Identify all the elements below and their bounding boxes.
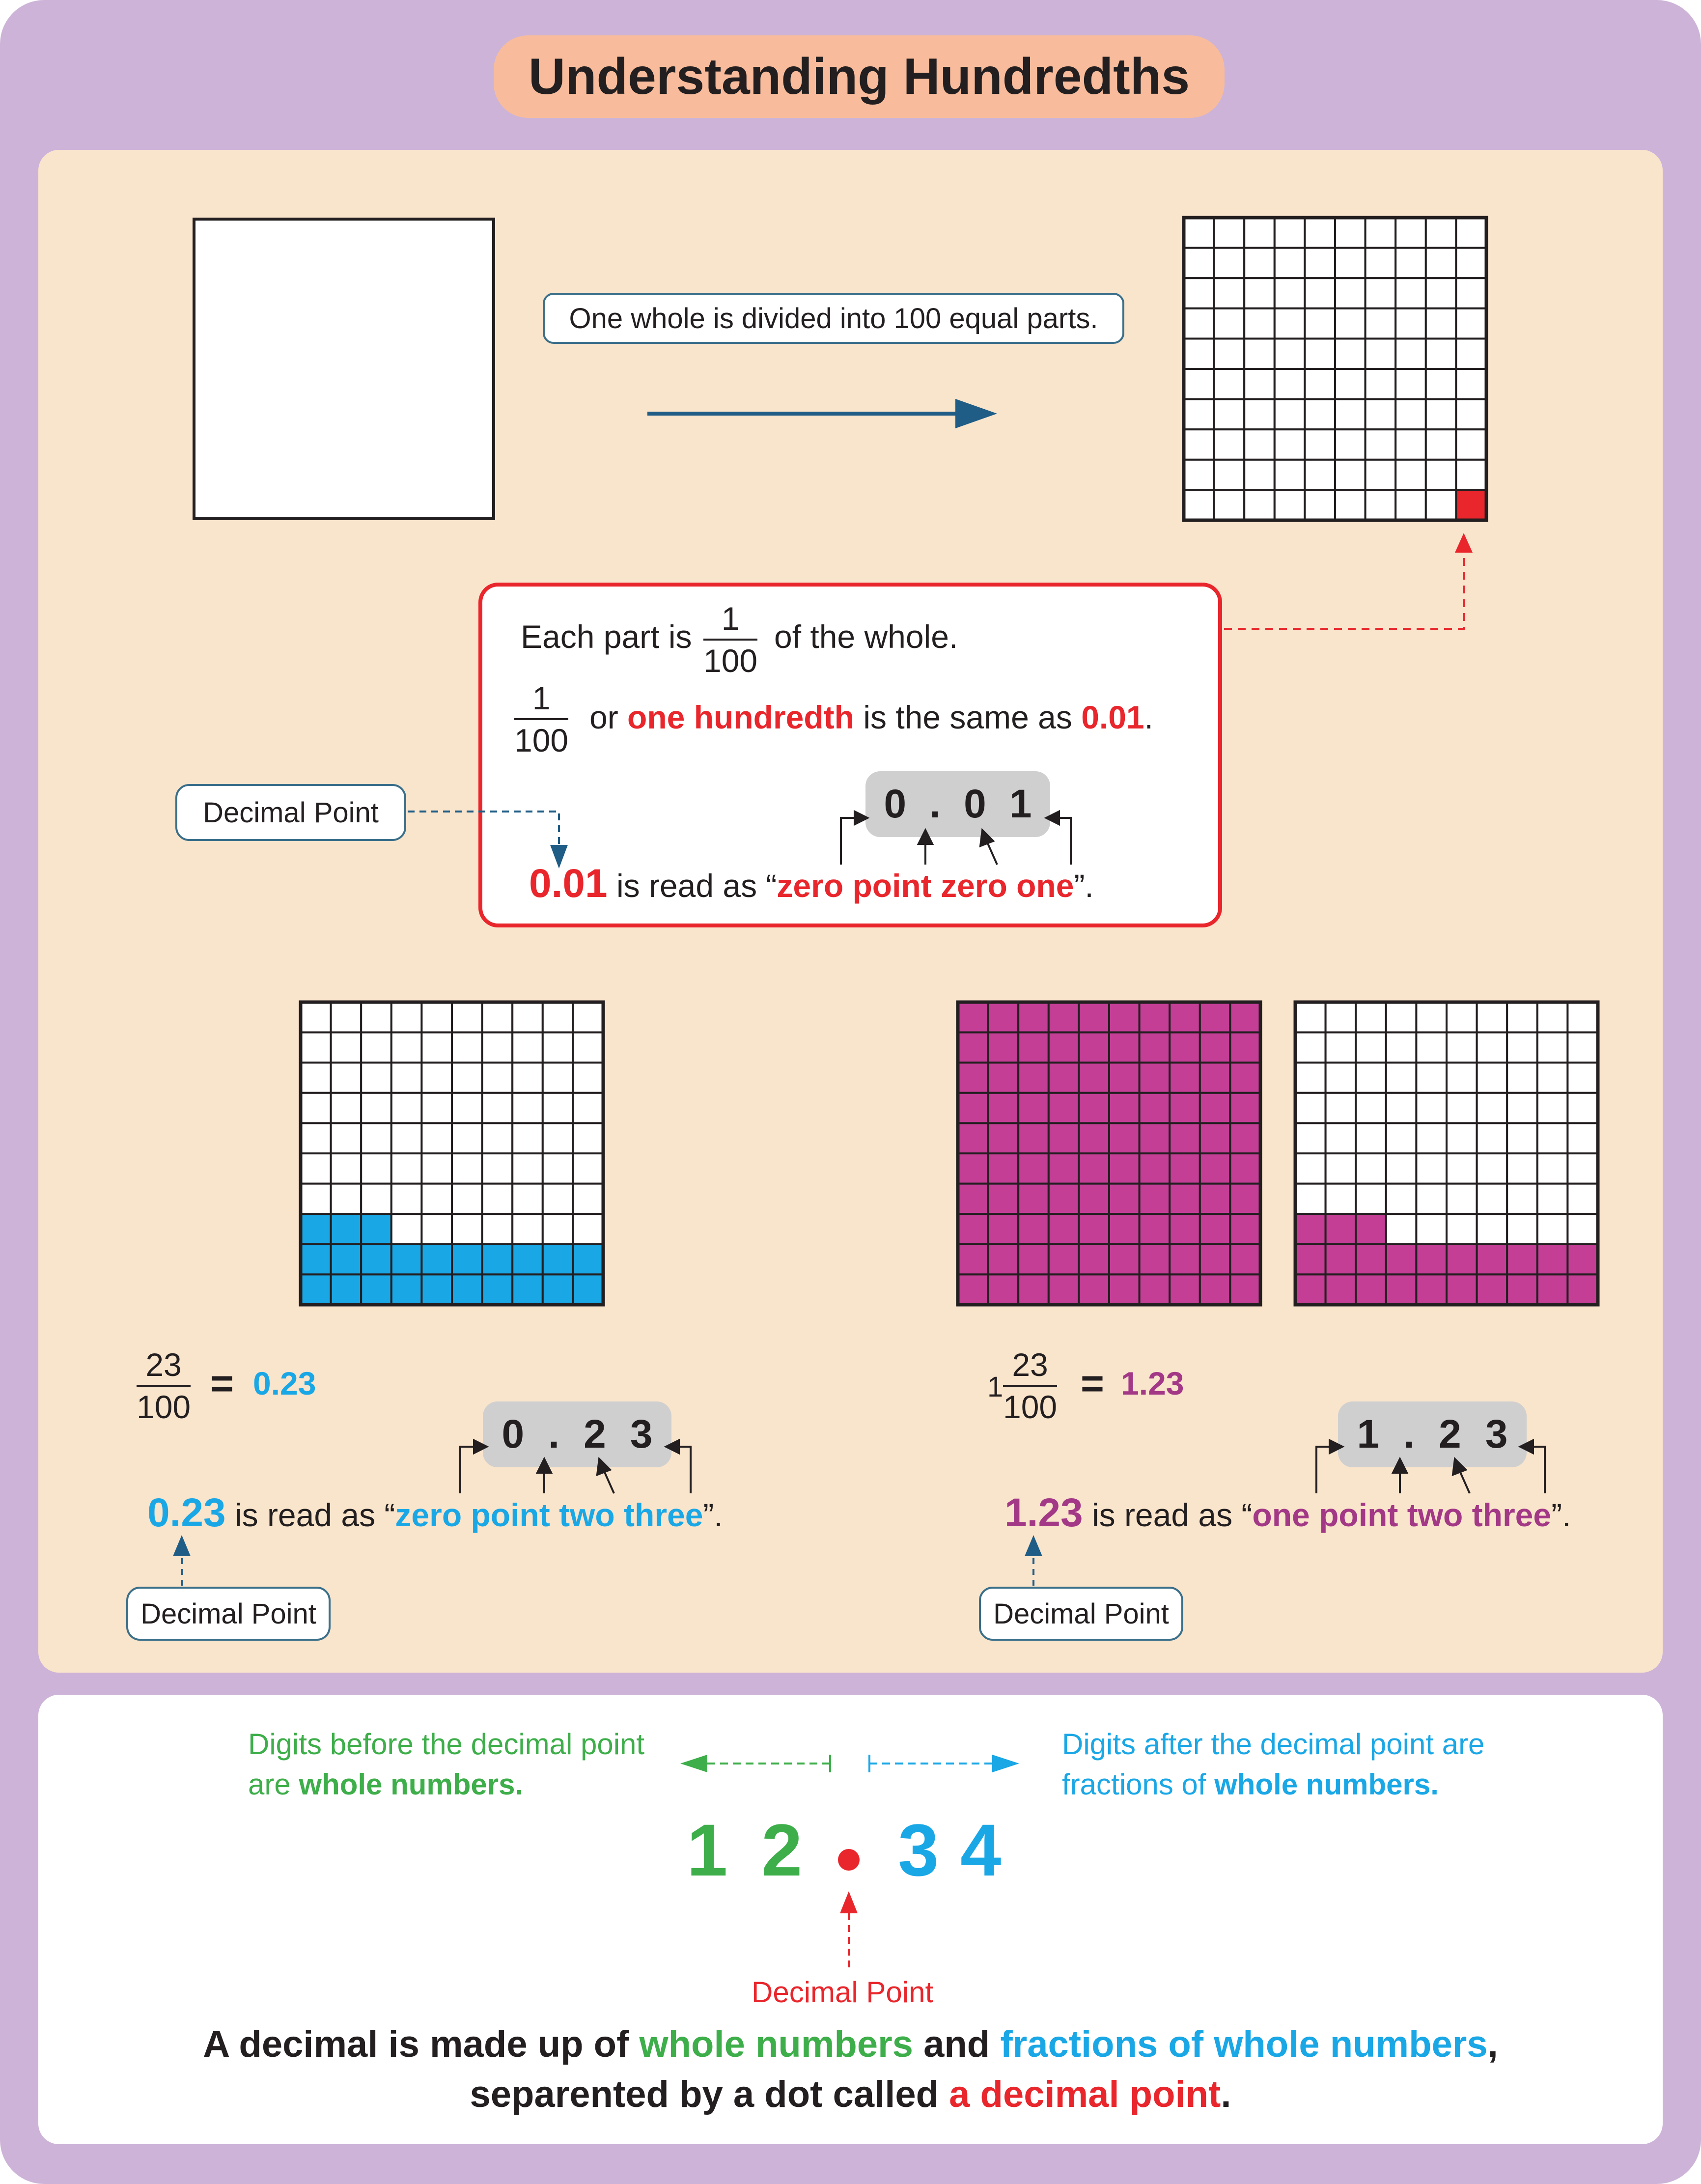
read-end: ”. <box>1074 868 1094 904</box>
sentence2-a: separented by a dot called <box>470 2073 939 2115</box>
sentence1-e: , <box>1487 2023 1498 2065</box>
mixed-whole-number: 1 <box>987 1371 1004 1403</box>
each-part-suffix: of the whole. <box>774 618 958 655</box>
sentence1-d: fractions of whole numbers <box>1000 2023 1488 2065</box>
fraction-numerator: 1 <box>514 678 568 720</box>
left-dashed-arrow <box>680 1755 830 1772</box>
before-line1: Digits before the decimal point <box>248 1728 645 1761</box>
sentence2-c: . <box>1221 2073 1231 2115</box>
fraction-numerator: 23 <box>137 1344 191 1387</box>
digit: 2 <box>584 1412 606 1456</box>
read-words: zero point zero one <box>777 868 1074 904</box>
digit-ones: 2 <box>761 1809 803 1891</box>
fraction-denominator: 100 <box>137 1389 191 1425</box>
digit: 3 <box>630 1412 653 1456</box>
decimal-value-left: 0.23 <box>253 1365 316 1401</box>
period: . <box>1144 699 1153 735</box>
hundredth-value: 0.01 <box>1081 699 1144 735</box>
after-line1: Digits after the decimal point are <box>1062 1728 1485 1761</box>
read-value: 0.23 <box>147 1490 226 1535</box>
digit-tenths: 3 <box>898 1809 939 1891</box>
decimal-point-tag-left: Decimal Point <box>126 1587 331 1641</box>
each-part-prefix: Each part is <box>521 618 692 655</box>
digit: 0 <box>502 1412 525 1456</box>
sentence1-b: whole numbers <box>639 2023 913 2065</box>
summary-sentence-2 <box>0 2073 1701 2116</box>
decimal-point-tag-top: Decimal Point <box>175 784 406 841</box>
decimal-point-label-bottom: Decimal Point <box>752 1976 934 2009</box>
read-as-text: is read as “ <box>1091 1497 1253 1533</box>
read-value: 1.23 <box>1004 1490 1083 1535</box>
decimal-value-right: 1.23 <box>1121 1365 1184 1401</box>
digit: 3 <box>1485 1412 1508 1456</box>
fraction-denominator: 100 <box>703 643 758 679</box>
read-words: one point two three <box>1252 1497 1552 1533</box>
digit-tens: 1 <box>687 1809 728 1891</box>
digit-point: . <box>548 1412 560 1456</box>
decimal-point-tag-right: Decimal Point <box>979 1587 1183 1641</box>
sentence1-a: A decimal is made up of <box>203 2023 629 2065</box>
or-text: or <box>589 699 618 735</box>
equals-sign-right: = <box>1081 1361 1104 1406</box>
before-line2-a: are <box>248 1768 291 1801</box>
read-end: ”. <box>1551 1497 1571 1533</box>
page-title: Understanding Hundredths <box>494 35 1225 118</box>
equals-sign: = <box>210 1361 234 1406</box>
big-decimal-point-dot <box>838 1849 860 1871</box>
summary-sentence-1 <box>0 2023 1701 2066</box>
digit: 0 <box>964 782 986 826</box>
decimal-point-pointer <box>840 1891 858 1967</box>
sentence2-b: a decimal point <box>949 2073 1221 2115</box>
digit-point: . <box>1403 1412 1415 1456</box>
digit: 2 <box>1439 1412 1461 1456</box>
divide-note: One whole is divided into 100 equal parts. <box>543 293 1124 344</box>
fraction-numerator: 23 <box>1003 1344 1057 1387</box>
fraction-numerator: 1 <box>703 598 757 641</box>
digit: 1 <box>1357 1412 1380 1456</box>
fraction-denominator: 100 <box>514 722 569 758</box>
read-words: zero point two three <box>395 1497 703 1533</box>
read-value: 0.01 <box>529 861 608 906</box>
sentence1-c: and <box>923 2023 990 2065</box>
after-line2-a: fractions of <box>1062 1768 1206 1801</box>
same-as-text: is the same as <box>863 699 1072 735</box>
right-dashed-arrow <box>869 1755 1019 1772</box>
digit: 0 <box>884 782 907 826</box>
read-end: ”. <box>703 1497 723 1533</box>
after-line2-b: whole numbers. <box>1214 1768 1439 1801</box>
fraction-denominator: 100 <box>1003 1389 1058 1425</box>
digit-point: . <box>929 782 941 826</box>
one-hundredth-text: one hundredth <box>627 699 854 735</box>
read-as-text: is read as “ <box>234 1497 395 1533</box>
digit-hundredths: 4 <box>960 1809 1002 1891</box>
read-as-text: is read as “ <box>616 868 777 904</box>
digit: 1 <box>1009 782 1032 826</box>
before-line2-b: whole numbers. <box>299 1768 524 1801</box>
